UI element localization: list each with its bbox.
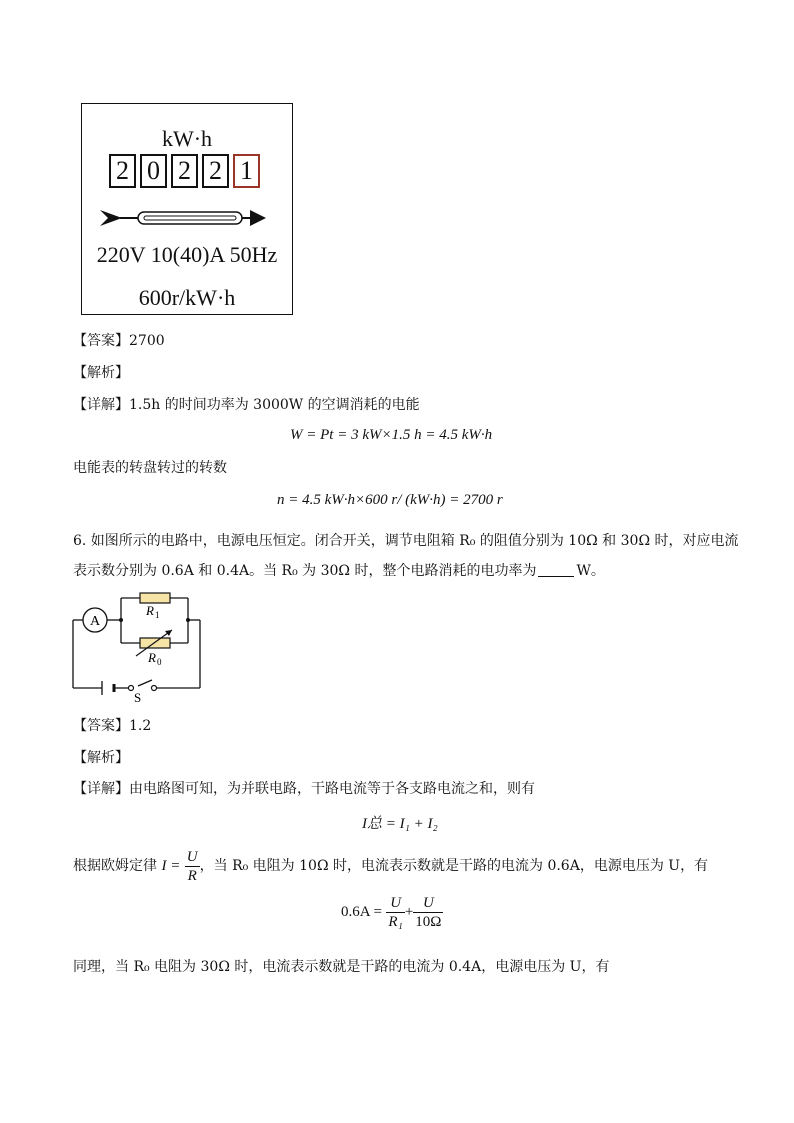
q5-text-rotations: 电能表的转盘转过的转数 [73, 460, 227, 476]
q6-detail: 【详解】由电路图可知，为并联电路，干路电流等于各支路电流之和，则有 [73, 781, 535, 797]
switch-contact [152, 686, 157, 691]
electricity-meter-figure [81, 103, 293, 315]
meter-spec: 220V 10(40)A 50Hz [96, 242, 278, 267]
q5-analysis-label: 【解析】 [73, 365, 129, 381]
fraction-u-over-10ohm: $\frac{U}{10\Omega}$ [415, 894, 442, 930]
meter-disc-arrow-icon [100, 204, 270, 232]
switch-contact [129, 686, 134, 691]
r0-subscript: 0 [157, 657, 162, 667]
q5-equation-rotations: n = 4.5 kW·h×600 r/ (kW·h) = 2700 r [277, 492, 503, 508]
r0-label: R [148, 650, 156, 665]
fraction-u-over-r1: $\frac{U}{\text{R₁}}$ [388, 894, 403, 930]
q6-analysis-label: 【解析】 [73, 750, 129, 766]
resistor-r1 [140, 593, 170, 603]
q6-last-line: 同理，当 R₀ 电阻为 30Ω 时，电流表示数就是干路的电流为 0.4A，电源电压为 U，有 [73, 959, 610, 975]
circuit-diagram [68, 588, 208, 704]
q5-answer: 【答案】2700 [73, 333, 165, 349]
meter-digit: 2 [202, 154, 229, 188]
q6-question-line1: 6. 如图所示的电路中，电源电压恒定。闭合开关，调节电阻箱 R₀ 的阻值分别为 10Ω 和 30Ω 时，对应电流 [73, 533, 739, 549]
meter-digit: 0 [140, 154, 167, 188]
answer-blank [538, 562, 574, 577]
q5-detail: 【详解】1.5h 的时间功率为 3000W 的空调消耗的电能 [73, 397, 420, 413]
ammeter-label: A [89, 614, 101, 629]
q6-answer: 【答案】1.2 [73, 718, 152, 734]
switch-label: S [134, 690, 142, 704]
q6-equation-10ohm: 0.6A = $\frac{U}{\text{R₁}}$ + $\frac{U}{10\Omega}$ [341, 894, 442, 930]
ohm-fraction: $\frac{U}{R}$ [186, 848, 198, 884]
meter-digit-decimal: 1 [233, 154, 260, 188]
q6-ohm-law-line: 根据欧姆定律 I = $\frac{U}{R}$ ，当 R₀ 电阻为 10Ω 时，电流表示数就是干路的电流为 0.6A，电源电压为 U，有 [73, 848, 709, 884]
meter-unit: kW·h [161, 126, 213, 151]
q6-question-line2: 表示数分别为 0.6A 和 0.4A。当 R₀ 为 30Ω 时，整个电路消耗的电功率为 W。 [73, 563, 605, 579]
meter-digits [109, 154, 264, 188]
meter-digit: 2 [109, 154, 136, 188]
q5-equation-energy: W = Pt = 3 kW×1.5 h = 4.5 kW·h [290, 427, 493, 443]
r1-label: R [146, 603, 154, 618]
q6-equation-current-sum: I总 = I₁ + I₂ [362, 816, 438, 832]
meter-rate: 600r/kW·h [138, 285, 236, 310]
r1-subscript: 1 [155, 610, 160, 620]
meter-digit: 2 [171, 154, 198, 188]
